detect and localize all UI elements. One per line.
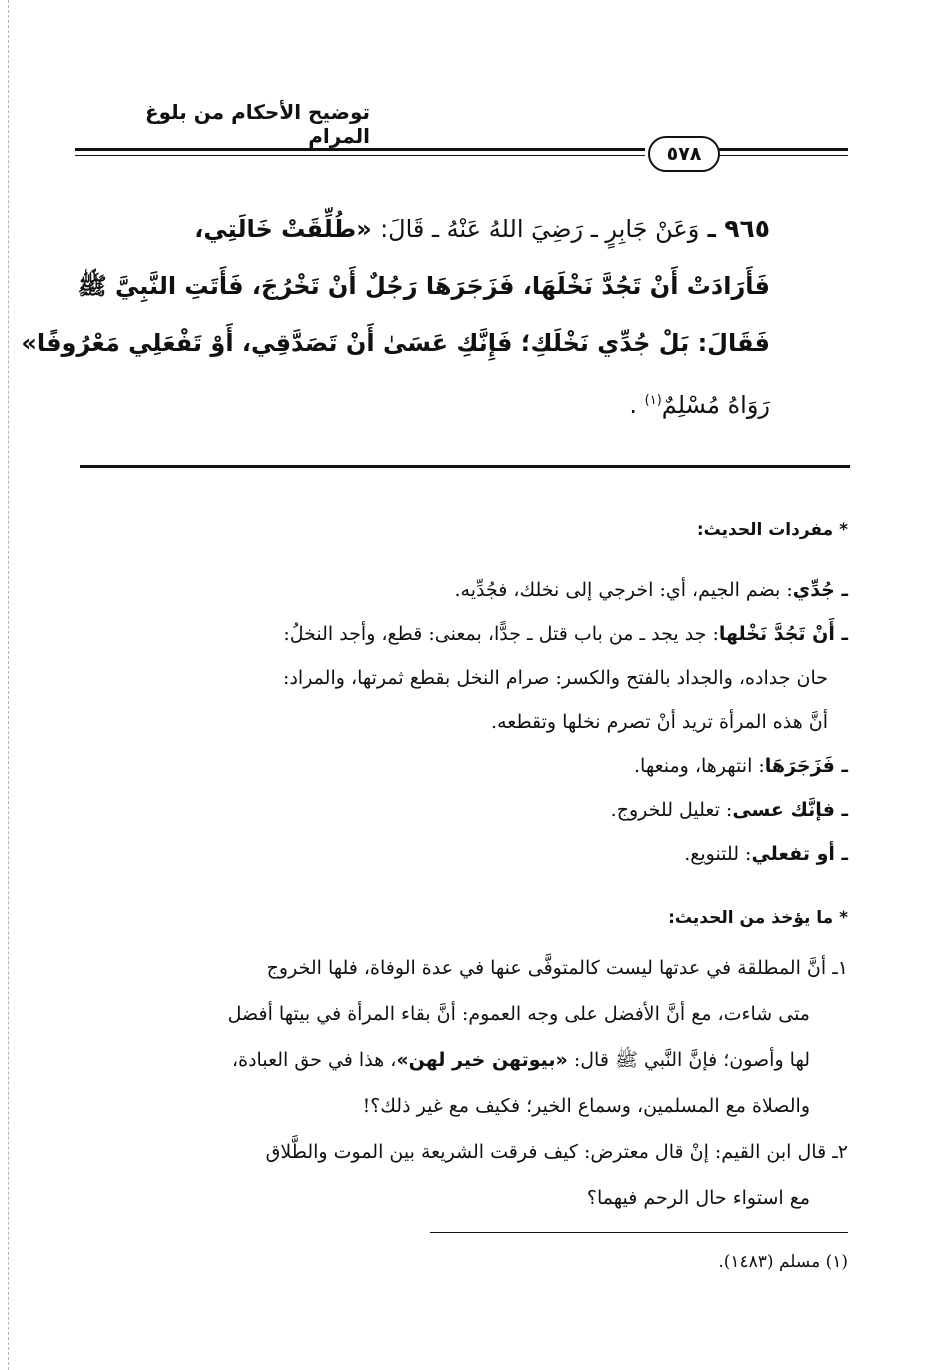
- benefits-list: [70, 945, 848, 1221]
- vocabulary-term: ـ أَنْ تَجُدَّ نَخْلها: [718, 623, 848, 645]
- point-text: أنَّ المطلقة في عدتها ليست كالمتوفَّى عنها في عدة الوفاة، فلها الخروج: [266, 957, 827, 979]
- vocabulary-entry: [70, 612, 848, 744]
- vocabulary-definition: : بضم الجيم، أي: اخرجي إلى نخلك، فجُدِّيه.: [454, 579, 793, 601]
- hadith-quote: «بيوتهن خير لهن»: [396, 1049, 568, 1071]
- hadith-line-4: [70, 372, 770, 434]
- header-rule-left-thin: [75, 155, 645, 156]
- hadith-text: [21, 200, 770, 434]
- hadith-number: ٩٦٥: [724, 214, 770, 243]
- vocabulary-entry: [70, 744, 848, 788]
- point-text: مع استواء حال الرحم فيهما؟: [586, 1187, 810, 1209]
- point-text: قال ابن القيم: إنْ قال معترض: كيف فرقت الشريعة بين الموت والطَّلاق: [265, 1141, 827, 1163]
- binding-guide-line: [8, 0, 9, 1370]
- hadith-dash: ـ: [707, 215, 716, 243]
- footnote-ref: (١): [644, 393, 662, 408]
- hadith-quote-start: «طُلِّقَتْ خَالَتِي،: [194, 215, 372, 243]
- benefit-point-1: [70, 945, 848, 991]
- vocabulary-definition: : تعليل للخروج.: [610, 799, 733, 821]
- vocabulary-list: [70, 568, 848, 876]
- point-text: لها وأصون؛ فإنَّ النَّبي ﷺ قال:: [573, 1049, 810, 1071]
- vocabulary-definition: : للتنويع.: [684, 843, 752, 865]
- footnote-rule: [430, 1232, 848, 1233]
- vocabulary-term: ـ فإنَّك عسى: [732, 799, 848, 821]
- vocabulary-term: ـ أو تفعلي: [751, 843, 848, 865]
- hadith-line-1: [70, 200, 770, 258]
- benefit-point-2: [70, 1129, 848, 1175]
- vocabulary-definition: : جد يجد ـ من باب قتل ـ جدًّا، بمعنى: قطع، وأجد النخلُ:: [283, 623, 719, 645]
- hadith-end: .: [629, 391, 637, 419]
- header-rule-right: [718, 148, 848, 151]
- point-text: متى شاءت، مع أنَّ الأفضل على وجه العموم: أنَّ بقاء المرأة في بيتها أفضل: [227, 1003, 810, 1025]
- header-rule-left: [75, 148, 645, 151]
- vocabulary-definition: : انتهرها، ومنعها.: [633, 755, 765, 777]
- point-text: والصلاة مع المسلمين، وسماع الخير؛ فكيف مع غير ذلك؟!: [362, 1095, 810, 1117]
- vocabulary-entry: [70, 788, 848, 832]
- vocabulary-entry: [70, 832, 848, 876]
- point-text: ، هذا في حق العبادة،: [232, 1049, 397, 1071]
- footnote: (١) مسلم (١٤٨٣).: [718, 1252, 848, 1272]
- point-text-with-quote: [70, 1037, 848, 1083]
- hadith-source: رَوَاهُ مُسْلِمٌ: [661, 391, 770, 419]
- vocabulary-term: ـ جُدِّي: [792, 579, 848, 601]
- hadith-line-2: فَأَرَادَتْ أَنْ تَجُدَّ نَخْلَهَا، فَزَجَرَهَا رَجُلٌ أَنْ تَخْرُجَ، فَأَتَتِ النَّبِيَّ ﷺ: [77, 272, 770, 300]
- vocabulary-entry: [70, 568, 848, 612]
- vocabulary-definition-cont: أنَّ هذه المرأة تريد أنْ تصرم نخلها وتقطعه.: [491, 711, 828, 733]
- point-number: ١ـ: [832, 957, 848, 979]
- vocabulary-term: ـ فَزَجَرَهَا: [764, 755, 848, 777]
- vocabulary-definition-cont: حان جداده، والجداد بالفتح والكسر: صرام النخل بقطع ثمرتها، والمراد:: [283, 667, 828, 689]
- hadith-line-3: فَقَالَ: بَلْ جُدِّي نَخْلَكِ؛ فَإِنَّكِ عَسَىٰ أَنْ تَصَدَّقِي، أَوْ تَفْعَلِي مَعْرُوفًا»: [21, 329, 770, 357]
- vocabulary-heading: * مفردات الحديث:: [696, 520, 848, 540]
- point-number: ٢ـ: [832, 1141, 848, 1163]
- section-separator: [80, 465, 850, 468]
- running-title: توضيح الأحكام من بلوغ المرام: [144, 100, 370, 148]
- hadith-narration: وَعَنْ جَابِرٍ ـ رَضِيَ اللهُ عَنْهُ ـ قَالَ:: [380, 215, 700, 243]
- page-number: ٥٧٨: [648, 136, 720, 172]
- header-rule-right-thin: [718, 155, 848, 156]
- benefits-heading: * ما يؤخذ من الحديث:: [668, 908, 848, 928]
